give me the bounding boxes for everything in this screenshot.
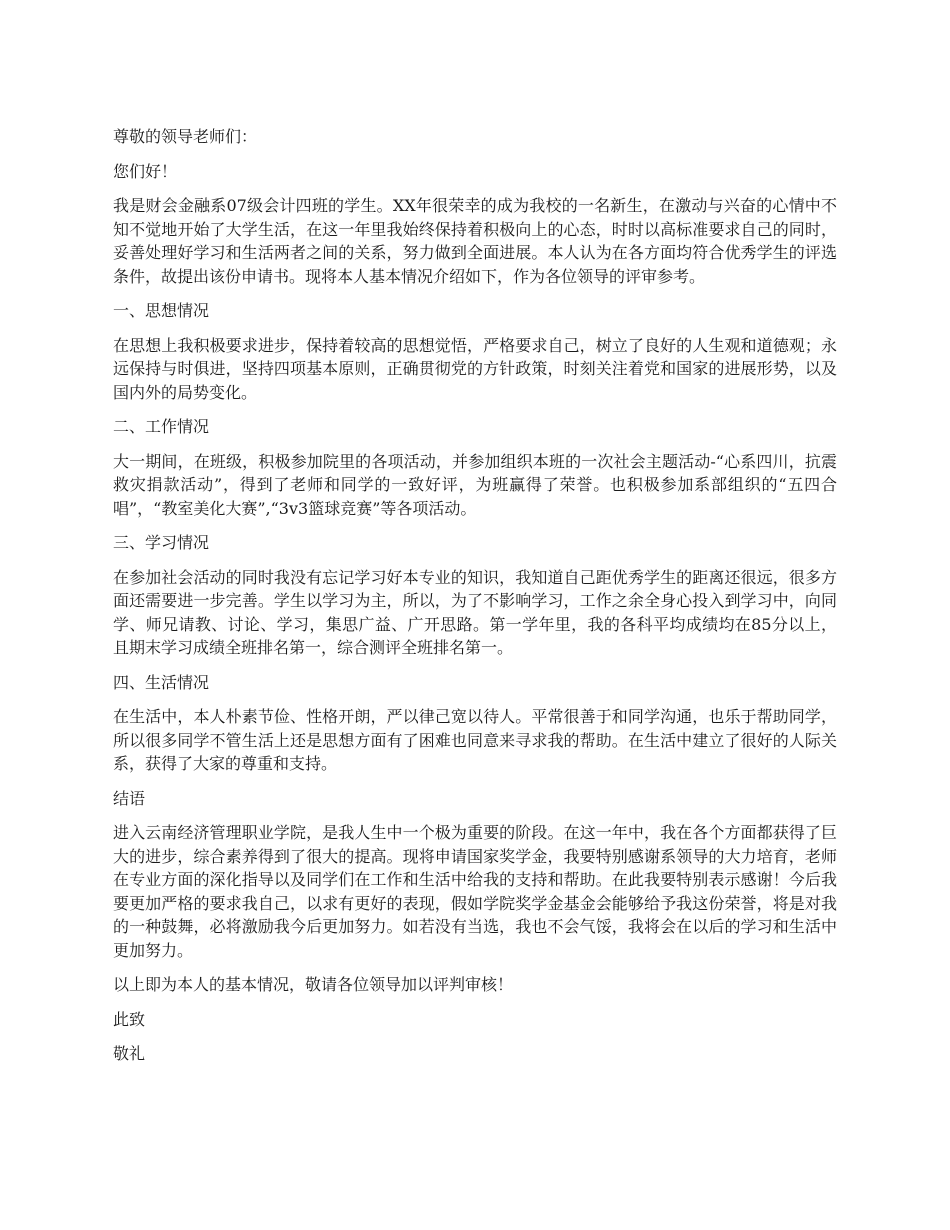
section-heading-conclusion: 结语 [113,788,146,808]
section-heading-work: 二、工作情况 [113,417,210,436]
section-body-study: 在参加社会活动的同时我没有忘记学习好本专业的知识，我知道自己距优秀学生的距离还很远，很多方面还需要进一步完善。学生以学习为主，所以，为了不影响学习，工作之余全身心投入到学习中，向同学、师兄请教、讨论、学习，集思广益、广开思路。第一学年里，我的各科平均成绩均在85分以上，且期末学习成绩全班排名第一，综合测评全班排名第一。 [113,567,837,657]
section-heading-life: 四、生活情况 [113,672,210,692]
greeting: 您们好！ [113,161,178,181]
section-body-life: 在生活中，本人朴素节俭、性格开朗，严以律己宽以待人。平常很善于和同学沟通，也乐于帮助同学，所以很多同学不管生活上还是思想方面有了困难也同意来寻求我的帮助。在生活中建立了很好的人际关系，获得了大家的尊重和支持。 [113,707,837,773]
section-body-thought: 在思想上我积极要求进步，保持着较高的思想觉悟，严格要求自己，树立了良好的人生观和道德观；永远保持与时俱进，坚持四项基本原则，正确贯彻党的方针政策，时刻关注着党和国家的进展形势，以及国内外的局势变化。 [113,335,837,402]
section-body-work: 大一期间，在班级，积极参加院里的各项活动，并参加组织本班的一次社会主题活动-“心系四川，抗震救灾捐款活动”，得到了老师和同学的一致好评，为班赢得了荣誉。也积极参加系部组织的“五四合唱”，“教室美化大赛”,“3v3篮球竞赛”等各项活动。 [113,451,837,518]
salutation: 尊敬的领导老师们： [113,127,258,146]
document-page [113,125,837,1077]
section-heading-thought: 一、思想情况 [113,301,210,320]
sign-off-cizhi: 此致 [113,1009,146,1029]
closing-line: 以上即为本人的基本情况，敬请各位领导加以评判审核！ [113,975,514,994]
intro-paragraph: 我是财会金融系07级会计四班的学生。XX年很荣幸的成为我校的一名新生，在激动与兴奋的心情中不知不觉地开始了大学生活，在这一年里我始终保持着积极向上的心态，时时以高标准要求自己的同时，妥善处理好学习和生活两者之间的关系，努力做到全面进展。本人认为在各方面均符合优秀学生的评选条件，故提出该份申请书。现将本人基本情况介绍如下，作为各位领导的评审参考。 [113,196,837,286]
section-heading-study: 三、学习情况 [113,533,210,552]
sign-off-jingli: 敬礼 [113,1044,146,1063]
section-body-conclusion: 进入云南经济管理职业学院，是我人生中一个极为重要的阶段。在这一年中，我在各个方面都获得了巨大的进步，综合素养得到了很大的提高。现将申请国家奖学金，我要特别感谢系领导的大力培育，老师在专业方面的深化指导以及同学们在工作和生活中给我的支持和帮助。在此我要特别表示感谢！今后我要更加严格的要求我自己，以求有更好的表现，假如学院奖学金基金会能够给予我这份荣誉，将是对我的一种鼓舞，必将激励我今后更加努力。如若没有当选，我也不会气馁，我将会在以后的学习和生活中更加努力。 [113,823,837,960]
